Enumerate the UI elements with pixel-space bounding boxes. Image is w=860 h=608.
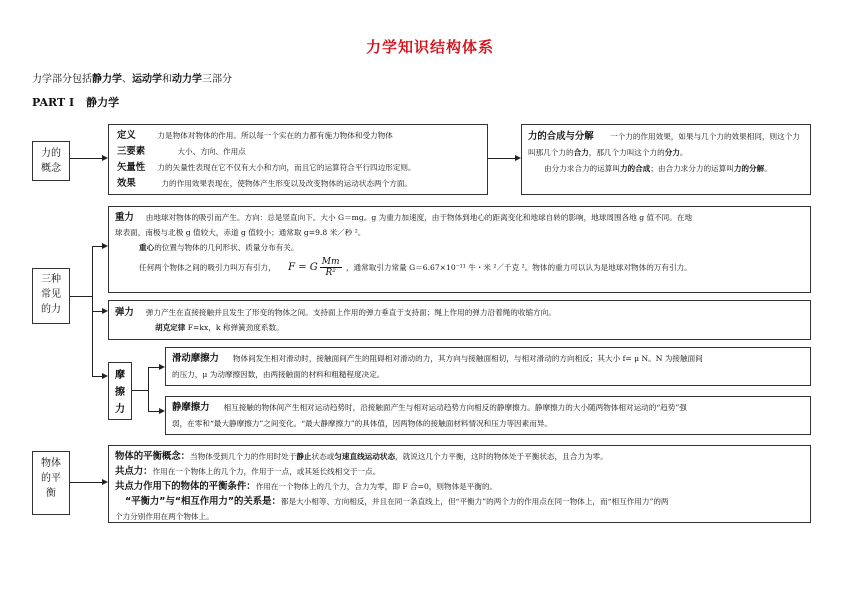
page-title: 力学知识结构体系: [365, 38, 494, 56]
connector-line: [70, 296, 92, 297]
balance-label-box: [32, 451, 70, 515]
balance-label: 物体的平衡: [41, 458, 61, 499]
elastic-box: 弹力 弹力产生在直接接触并且发生了形变的物体之间。支持面上作用的弹力垂直于支持面；绳上作用的弹力沿着绳的收缩方向。 胡克定律 F=kx，k 称弹簧劲度系数。: [108, 300, 811, 340]
concept-row-effect: 效果 力的作用效果表现在，使物体产生形变以及改变物体的运动状态两个方面。: [117, 178, 413, 189]
three-forces-label: 三种常见的力: [41, 274, 61, 315]
connector-line: [70, 482, 102, 483]
concept-row-vector: 矢量性 力的矢量性表现在它不仅有大小和方向，而且它的运算符合平行四边形定则。: [117, 162, 416, 173]
concept-row-definition: 定义 力是物体对物体的作用。所以每一个实在的力都有施力物体和受力物体: [117, 130, 393, 141]
connector-line: [148, 411, 159, 412]
sliding-friction-box: 滑动摩擦力 物体间发生相对滑动时，接触面间产生的阻碍相对滑动的力，其方向与接触面相切，与相对滑动的方向相反；其大小 f= μ N。N 为接触面间 的压力，μ 为动摩擦因数，由两接触面的材料和粗糙程度决定。: [165, 347, 811, 386]
three-forces-label-box: [32, 268, 70, 324]
concept-label-box: [32, 141, 70, 181]
concept-label: 力的概念: [41, 148, 61, 174]
friction-label: 摩擦力: [115, 370, 125, 415]
intro-text: 力学部分包括静力学、运动学和动力学三部分: [32, 74, 232, 85]
gravitation-fraction: $\frac{Mm}{\text{R²}}$: [321, 257, 340, 278]
compose-box: 力的合成与分解 一个力的作用效果，如果与几个力的效果相同，则这个力叫那几个力的合力，那几个力叫这个力的分力。 由分力求合力的运算叫力的合成；由合力求分力的运算叫力的分解。: [521, 124, 811, 195]
gravitation-formula: F = G: [288, 262, 318, 273]
connector-line: [132, 390, 148, 391]
part-heading: PART I 静力学: [32, 96, 120, 109]
connector-line: [488, 158, 516, 159]
gravity-box: 重力 由地球对物体的吸引而产生。方向：总是竖直向下。大小 G＝mg。g 为重力加速度，由于物体到地心的距离变化和地球自转的影响，地球周围各地 g 值不同。在地 球表面，南极与北极 g 值较大，赤道 g 值较小；通常取 g=9.8 米／秒 ²。 重心的位置与物体的几何形状、质量分布有关。 任何两个物体之间的吸引力叫万有引力， F = G $\frac{Mm}{\text{R²}}$ ，通常取引力常量 G＝6.67×10⁻¹¹ 牛・米 ²／千克 ²。物体的重力可以认为是地球对物体的万有引力。: [108, 206, 811, 293]
connector-line: [148, 367, 159, 368]
static-friction-box: 静摩擦力 相互接触的物体间产生相对运动趋势时，沿接触面产生与相对运动趋势方向相反的静摩擦力。静摩擦力的大小随两物体相对运动的“趋势”强 弱，在零和“最大静摩擦力”之间变化。“最大静摩擦力”的具体值，因两物体的接触面材料情况和压力等因素而异。: [165, 396, 811, 435]
concept-box: [108, 124, 488, 195]
gravitation-line: 任何两个物体之间的吸引力叫万有引力， F = G $\frac{Mm}{\text{R²}}$ ，通常取引力常量 G＝6.67×10⁻¹¹ 牛・米 ²／千克 ²。物体的重力可以认为是地球对物体的万有引力。: [139, 257, 692, 278]
friction-label-box: [108, 362, 132, 420]
balance-box: 物体的平衡概念：当物体受到几个力的作用时处于静止状态或匀速直线运动状态，就说这几个力平衡，这时的物体处于平衡状态，且合力为零。 共点力：作用在一个物体上的几个力，作用于一点，或其延长线相交于一点。 共点力作用下的物体的平衡条件：作用在一个物体上的几个力，合力为零，即 F 合=0，则物体是平衡的。 “平衡力”与“相互作用力”的关系是：都是大小相等、方向相反，并且在同一条直线上，但“平衡力”的两个力的作用点在同一物体上，而“相互作用力”的两 个力分别作用在两个物体上。: [108, 445, 811, 523]
connector-line: [70, 158, 102, 159]
concept-row-elements: 三要素 大小、方向、作用点: [117, 146, 246, 157]
connector-line: [148, 367, 149, 412]
